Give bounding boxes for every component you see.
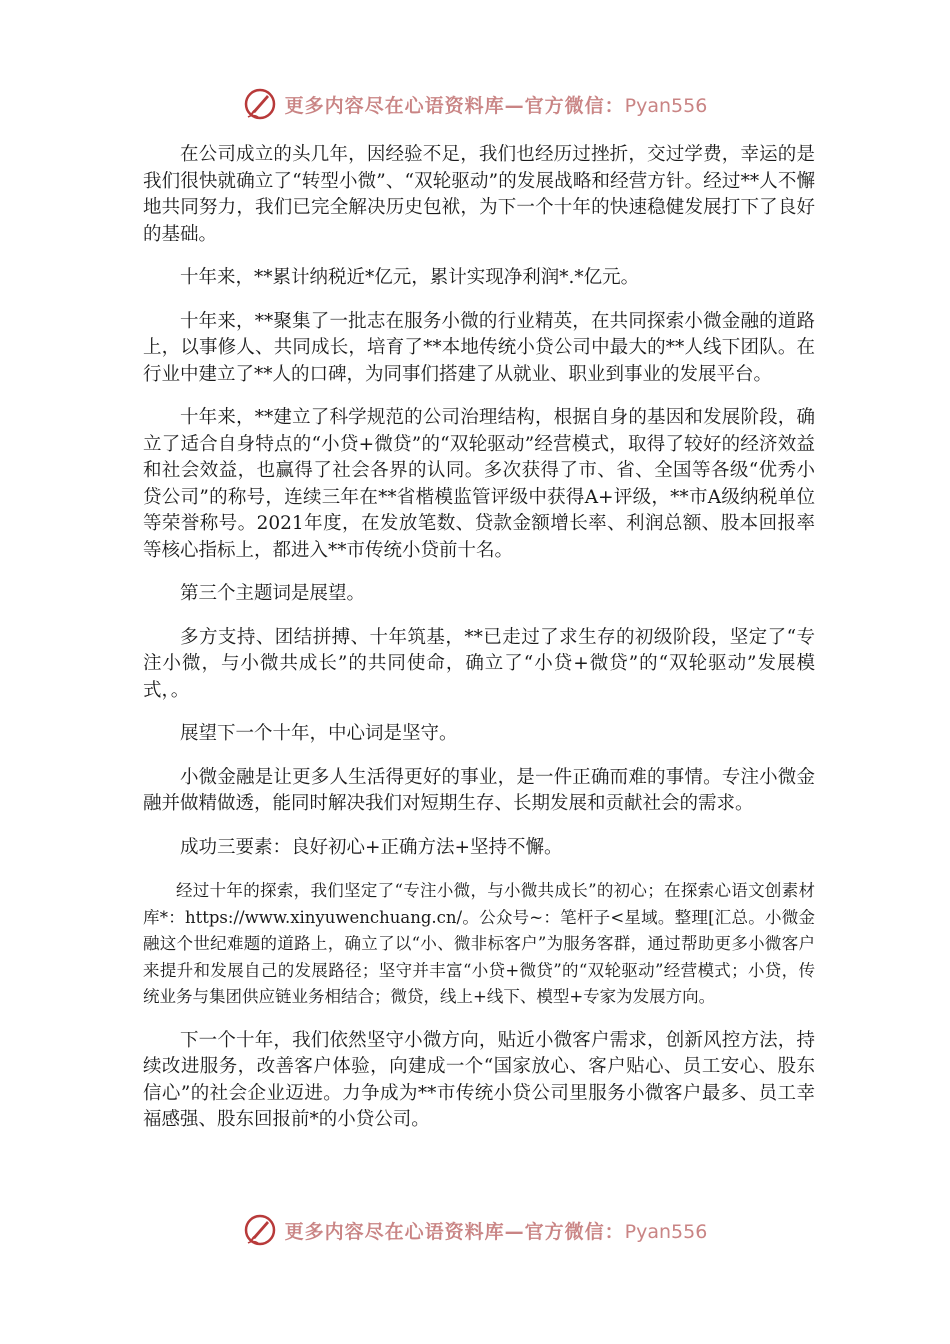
paragraph: 经过十年的探索，我们坚定了“专注小微，与小微共成长”的初心；在探索心语文创素材库*：https://www.xinyuwenchuang.cn/。公众号~：笔杆子<星域。整理[汇总。小微金融这个世纪难题的道路上，确立了以“小、微非标客户”为服务客群，通过帮助更多小微客户来提升和发展自己的发展路径；坚守并丰富“小贷+微贷”的“双轮驱动”经营模式；小贷，传统业务与集团供应链业务相结合；微贷，线上+线下、模型+专家为发展方向。 <box>143 881 815 1006</box>
paragraph: 十年来，**建立了科学规范的公司治理结构，根据自身的基因和发展阶段，确立了适合自身特点的“小贷+微贷”的“双轮驱动”经营模式，取得了较好的经济效益和社会效益，也赢得了社会各界的认同。多次获得了市、省、全国等各级“优秀小贷公司”的称号，连续三年在**省楷模监管评级中获得A+评级，**市A级纳税单位等荣誉称号。2021年度，在发放笔数、贷款金额增长率、利润总额、股本回报率等核心指标上，都进入**市传统小贷前十名。 <box>143 407 815 561</box>
paragraph: 展望下一个十年，中心词是坚守。 <box>180 723 458 744</box>
header-banner <box>0 82 950 126</box>
paragraph: 下一个十年，我们依然坚守小微方向，贴近小微客户需求，创新风控方法，持续改进服务，改善客户体验，向建成一个“国家放心、客户贴心、员工安心、股东信心”的社会企业迈进。力争成为**市传统小贷公司里服务小微客户最多、员工幸福感强、股东回报前*的小贷公司。 <box>143 1029 815 1130</box>
footer-banner <box>0 1208 950 1252</box>
paragraph: 成功三要素：良好初心+正确方法+坚持不懈。 <box>180 836 563 858</box>
paragraph: 多方支持、团结拼搏、十年筑基，**已走过了求生存的初级阶段，坚定了“专注小微，与小微共成长”的共同使命，确立了“小贷+微贷”的“双轮驱动”发展模式，。 <box>143 626 815 701</box>
wechat-id: Pyan556 <box>624 94 708 117</box>
header-banner-text: 更多内容尽在心语资料库—官方微信：Pyan556 <box>284 94 708 117</box>
quill-pen-icon <box>243 87 277 121</box>
paragraph: 小微金融是让更多人生活得更好的事业，是一件正确而难的事情。专注小微金融并做精做透，能同时解决我们对短期生存、长期发展和贡献社会的需求。 <box>143 766 815 814</box>
document-body <box>143 142 815 1151</box>
footer-banner-text: 更多内容尽在心语资料库—官方微信：Pyan556 <box>284 1220 708 1243</box>
paragraph: 在公司成立的头几年，因经验不足，我们也经历过挫折，交过学费，幸运的是我们很快就确立了“转型小微”、“双轮驱动”的发展战略和经营方针。经过**人不懈地共同努力，我们已完全解决历史包袱，为下一个十年的快速稳健发展打下了良好的基础。 <box>143 144 815 245</box>
paragraph: 十年来，**聚集了一批志在服务小微的行业精英，在共同探索小微金融的道路上，以事修人、共同成长，培育了**本地传统小贷公司中最大的**人线下团队。在行业中建立了**人的口碑，为同事们搭建了从就业、职业到事业的发展平台。 <box>143 310 815 385</box>
paragraph: 十年来，**累计纳税近*亿元，累计实现净利润*.*亿元。 <box>180 267 640 288</box>
wechat-id: Pyan556 <box>624 1220 708 1243</box>
quill-pen-icon <box>243 1213 277 1247</box>
section-heading: 第三个主题词是展望。 <box>180 583 366 604</box>
